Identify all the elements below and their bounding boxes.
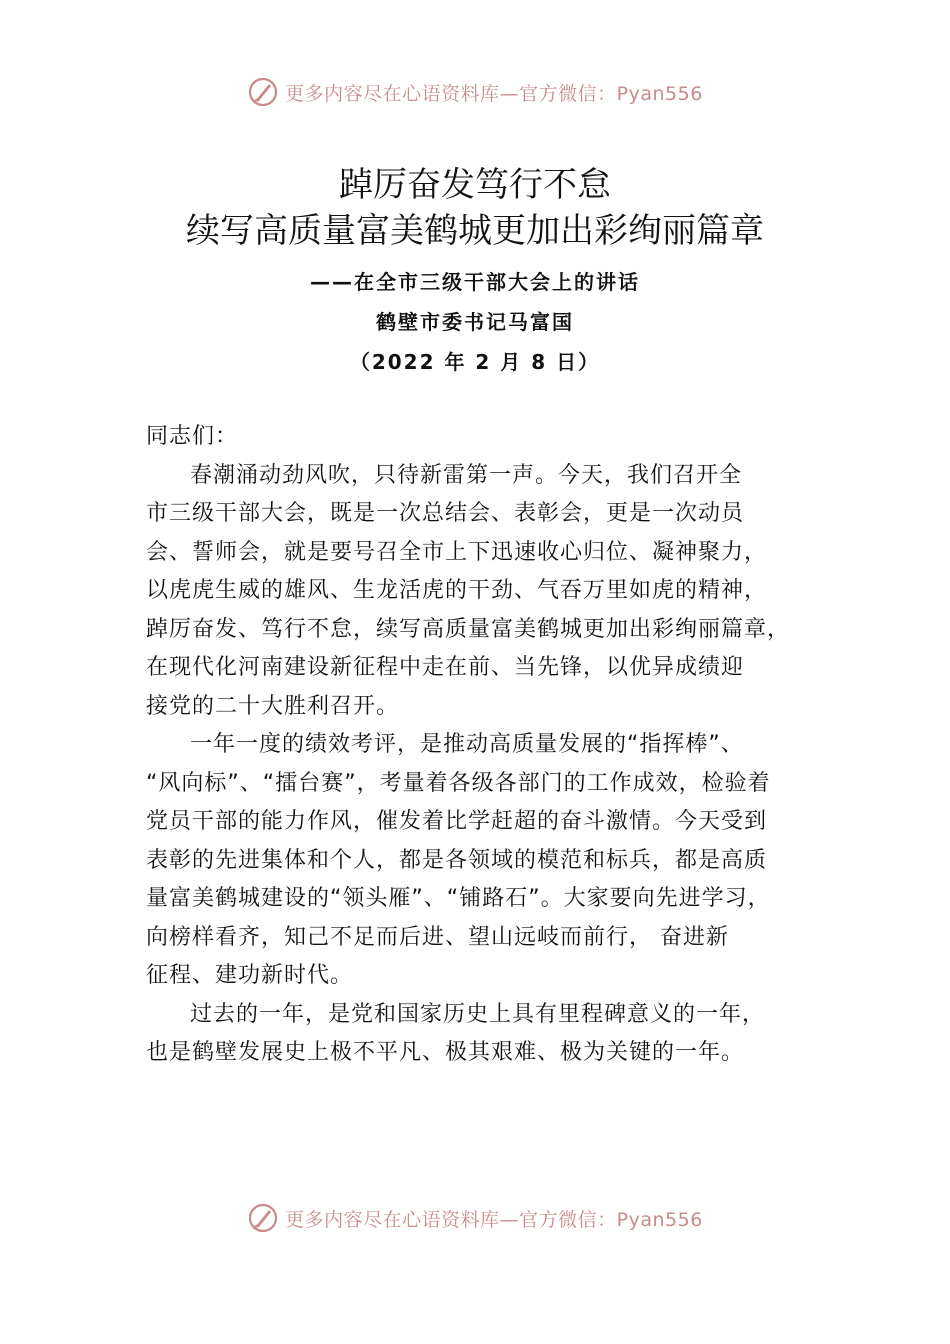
paragraph-line: 一年一度的绩效考评，是推动高质量发展的“指挥棒”、: [190, 732, 744, 757]
paragraph-line: 党员干部的能力作风，催发着比学赶超的奋斗激情。今天受到: [146, 809, 768, 834]
speech-subtitle: ——在全市三级干部大会上的讲话: [310, 270, 640, 294]
quill-logo-icon: [247, 1202, 279, 1234]
speech-body: [146, 418, 836, 1073]
title-line-1: 踔厉奋发笃行不怠: [339, 165, 611, 205]
paragraph-2: [146, 726, 836, 996]
paragraph-line: 表彰的先进集体和个人，都是各领域的模范和标兵，都是高质: [146, 847, 768, 873]
salutation: 同志们：: [146, 424, 239, 449]
document-header: [0, 162, 950, 382]
paragraph-line: “风向标”、“擂台赛”，考量着各级各部门的工作成效，检验着: [146, 770, 771, 796]
paragraph-1: [146, 457, 836, 727]
paragraph-line: 春潮涌动劲风吹，只待新雷第一声。今天，我们召开全: [190, 462, 743, 488]
header-watermark: [0, 74, 950, 110]
quill-logo-icon: [247, 76, 279, 108]
footer-watermark: [0, 1200, 950, 1236]
paragraph-line: 接党的二十大胜利召开。: [146, 693, 400, 719]
speaker-line: 鹤壁市委书记马富国: [376, 310, 574, 334]
paragraph-line: 量富美鹤城建设的“领头雁”、“铺路石”。大家要向先进学习，: [146, 886, 771, 911]
paragraph-line: 征程、建功新时代。: [146, 963, 354, 988]
paragraph-line: 会、誓师会，就是要号召全市上下迅速收心归位、凝神聚力，: [146, 539, 768, 565]
watermark-text: 更多内容尽在心语资料库—官方微信：Pyan556: [285, 1208, 703, 1231]
paragraph-line: 向榜样看齐，知己不足而后进、望山远岐而前行， 奋进新: [146, 924, 729, 950]
watermark-text: 更多内容尽在心语资料库—官方微信：Pyan556: [285, 82, 703, 105]
paragraph-3: [146, 996, 836, 1073]
paragraph-line: 市三级干部大会，既是一次总结会、表彰会，更是一次动员: [146, 501, 745, 526]
paragraph-line: 以虎虎生威的雄风、生龙活虎的干劲、气吞万里如虎的精神，: [146, 578, 768, 603]
paragraph-line: 踔厉奋发、笃行不怠，续写高质量富美鹤城更加出彩绚丽篇章，: [146, 616, 791, 642]
paragraph-line: 在现代化河南建设新征程中走在前、当先锋，以优异成绩迎: [146, 655, 745, 680]
paragraph-line: 过去的一年，是党和国家历史上具有里程碑意义的一年，: [190, 1001, 766, 1027]
title-line-2: 续写高质量富美鹤城更加出彩绚丽篇章: [186, 211, 764, 251]
paragraph-line: 也是鹤壁发展史上极不平凡、极其艰难、极为关键的一年。: [146, 1040, 745, 1065]
date-line: （2022 年 2 月 8 日）: [349, 350, 601, 374]
